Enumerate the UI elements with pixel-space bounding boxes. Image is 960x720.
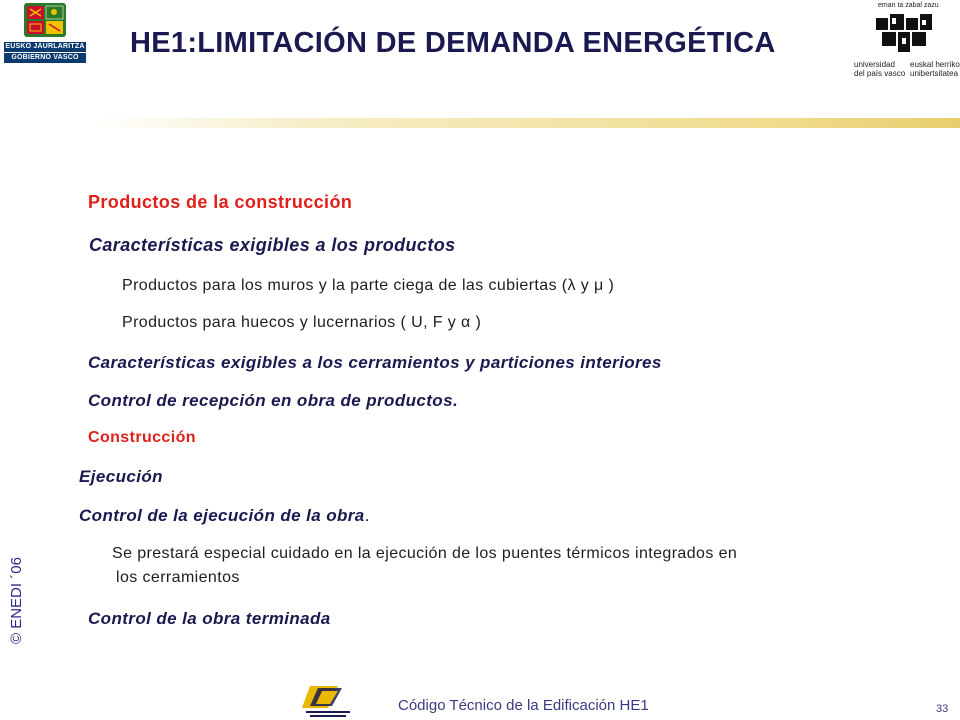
logo-right-left-line2: del país vasco	[854, 69, 906, 78]
subheading-control-recepcion: Control de recepción en obra de productos.	[88, 391, 459, 410]
subheading-control-obra-terminada: Control de la obra terminada	[88, 609, 331, 628]
subheading-control-ejecucion	[79, 506, 370, 526]
subheading-caracteristicas-cerramientos: Características exigibles a los cerramientos y particiones interiores	[88, 353, 662, 372]
heading-productos: Productos de la construcción	[88, 192, 353, 212]
gobierno-vasco-logo	[4, 2, 86, 66]
page-title: HE1:LIMITACIÓN DE DEMANDA ENERGÉTICA	[130, 27, 776, 59]
item-puentes-termicos-line2: los cerramientos	[116, 569, 240, 586]
page-number: 33	[936, 703, 949, 715]
logo-left-line2: GOBIERNO VASCO	[4, 53, 86, 63]
subheading-ejecucion: Ejecución	[79, 467, 163, 486]
logo-right-right-line1: euskal herriko	[910, 60, 960, 69]
control-ejecucion-period: .	[364, 506, 370, 525]
upv-ehu-logo-icon	[874, 12, 934, 56]
copyright-vertical: © ENEDI ´06	[8, 557, 25, 644]
logo-right-right-line2: unibertsitatea	[910, 69, 959, 78]
item-productos-muros: Productos para los muros y la parte ciega de las cubiertas (λ y μ )	[122, 277, 615, 294]
header-divider	[90, 118, 960, 128]
subheading-caracteristicas-productos: Características exigibles a los productos	[89, 235, 456, 255]
basque-government-shield-icon	[22, 2, 68, 38]
logo-right-tagline: eman ta zabal zazu	[878, 2, 939, 9]
cte-logo-icon	[298, 684, 358, 720]
control-ejecucion-text: Control de la ejecución de la obra	[79, 506, 365, 525]
item-puentes-termicos-line1: Se prestará especial cuidado en la ejecución de los puentes térmicos integrados en	[112, 545, 738, 562]
item-productos-huecos: Productos para huecos y lucernarios ( U, F y α )	[122, 314, 482, 331]
footer-text: Código Técnico de la Edificación HE1	[398, 697, 649, 714]
heading-construccion: Construcción	[88, 429, 196, 446]
upv-ehu-logo	[852, 2, 958, 100]
logo-left-line1: EUSKO JAURLARITZA	[5, 43, 85, 50]
logo-right-left-line1: universidad	[854, 60, 895, 69]
